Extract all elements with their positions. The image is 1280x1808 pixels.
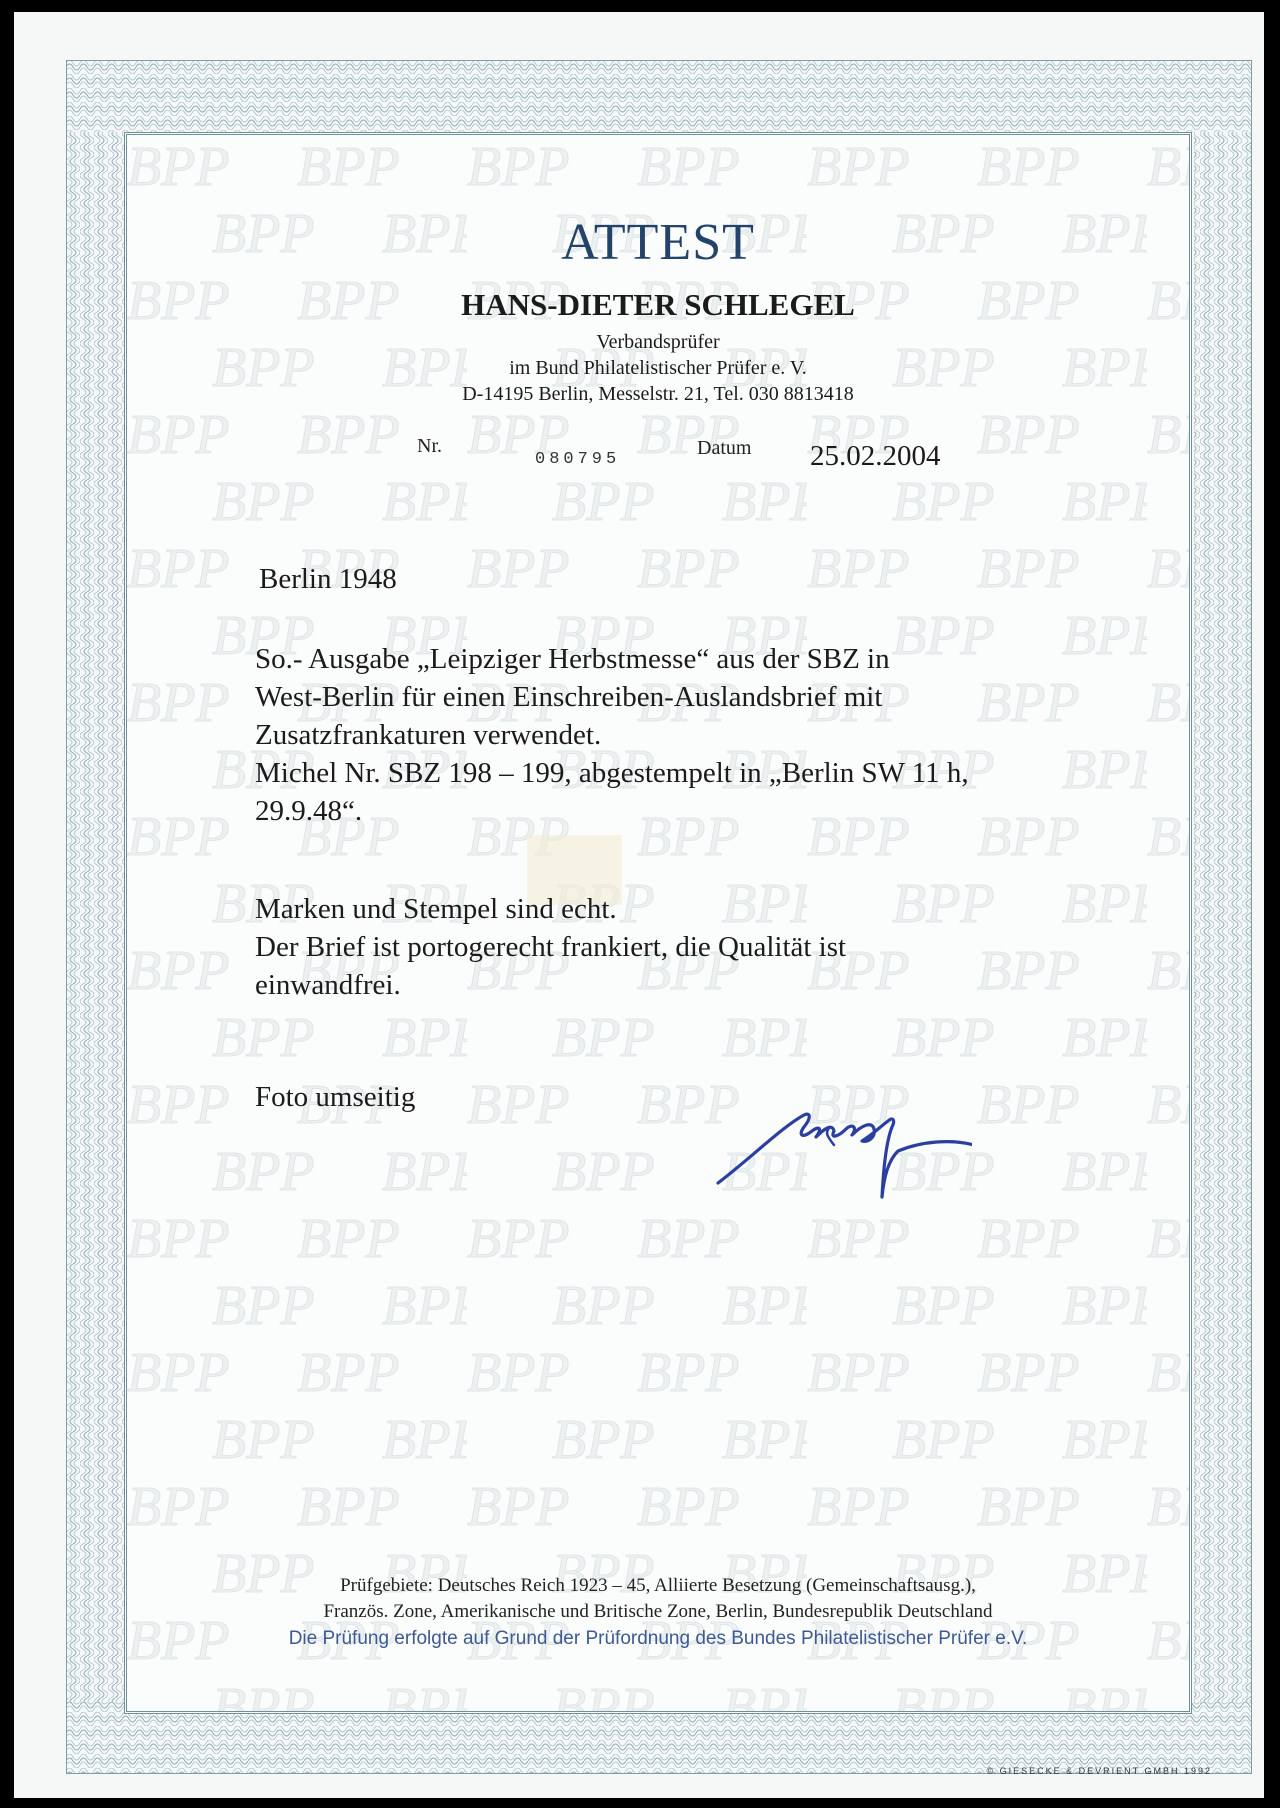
printer-imprint: © GIESECKE & DEVRIENT GMBH 1992 xyxy=(986,1766,1212,1776)
body-line: Michel Nr. SBZ 198 – 199, abgestempelt in „Berlin SW 11 h, xyxy=(255,757,969,789)
examiner-address: D-14195 Berlin, Messelstr. 21, Tel. 030 8813418 xyxy=(462,383,854,405)
photo-note: Foto umseitig xyxy=(255,1081,416,1113)
body-line: Der Brief ist portogerecht frankiert, die Qualität ist xyxy=(255,931,847,963)
date-label: Datum xyxy=(697,437,752,459)
examiner-role: Verbandsprüfer xyxy=(596,331,720,353)
body-line: einwandfrei. xyxy=(255,969,401,1001)
examiner-association: im Bund Philatelistischer Prüfer e. V. xyxy=(509,357,807,379)
body-line: Zusatzfrankaturen verwendet. xyxy=(255,719,602,751)
number-label: Nr. xyxy=(417,435,442,457)
examiner-name: HANS-DIETER SCHLEGEL xyxy=(461,287,855,322)
certificate-title: ATTEST xyxy=(561,214,755,271)
certificate-number: 080795 xyxy=(535,450,621,469)
body-line: West-Berlin für einen Einschreiben-Auslandsbrief mit xyxy=(255,681,883,713)
examiner-signature xyxy=(712,1087,972,1207)
body-line: So.- Ausgabe „Leipziger Herbstmesse“ aus der SBZ in xyxy=(255,643,890,675)
footer-scope-line1: Prüfgebiete: Deutsches Reich 1923 – 45, Alliierte Besetzung (Gemeinschaftsausg.), xyxy=(340,1575,976,1596)
footer-regulation: Die Prüfung erfolgte auf Grund der Prüfordnung des Bundes Philatelistischer Prüfer e.V. xyxy=(288,1628,1028,1649)
certificate-sheet xyxy=(14,12,1264,1798)
body-heading: Berlin 1948 xyxy=(259,563,397,595)
certificate-date: 25.02.2004 xyxy=(810,440,941,472)
body-line: Marken und Stempel sind echt. xyxy=(255,893,617,925)
certificate-panel xyxy=(124,132,1192,1714)
footer-scope-line2: Französ. Zone, Amerikanische und Britische Zone, Berlin, Bundesrepublik Deutschland xyxy=(323,1601,993,1622)
certificate-content xyxy=(127,135,1189,1711)
body-line: 29.9.48“. xyxy=(255,795,363,827)
